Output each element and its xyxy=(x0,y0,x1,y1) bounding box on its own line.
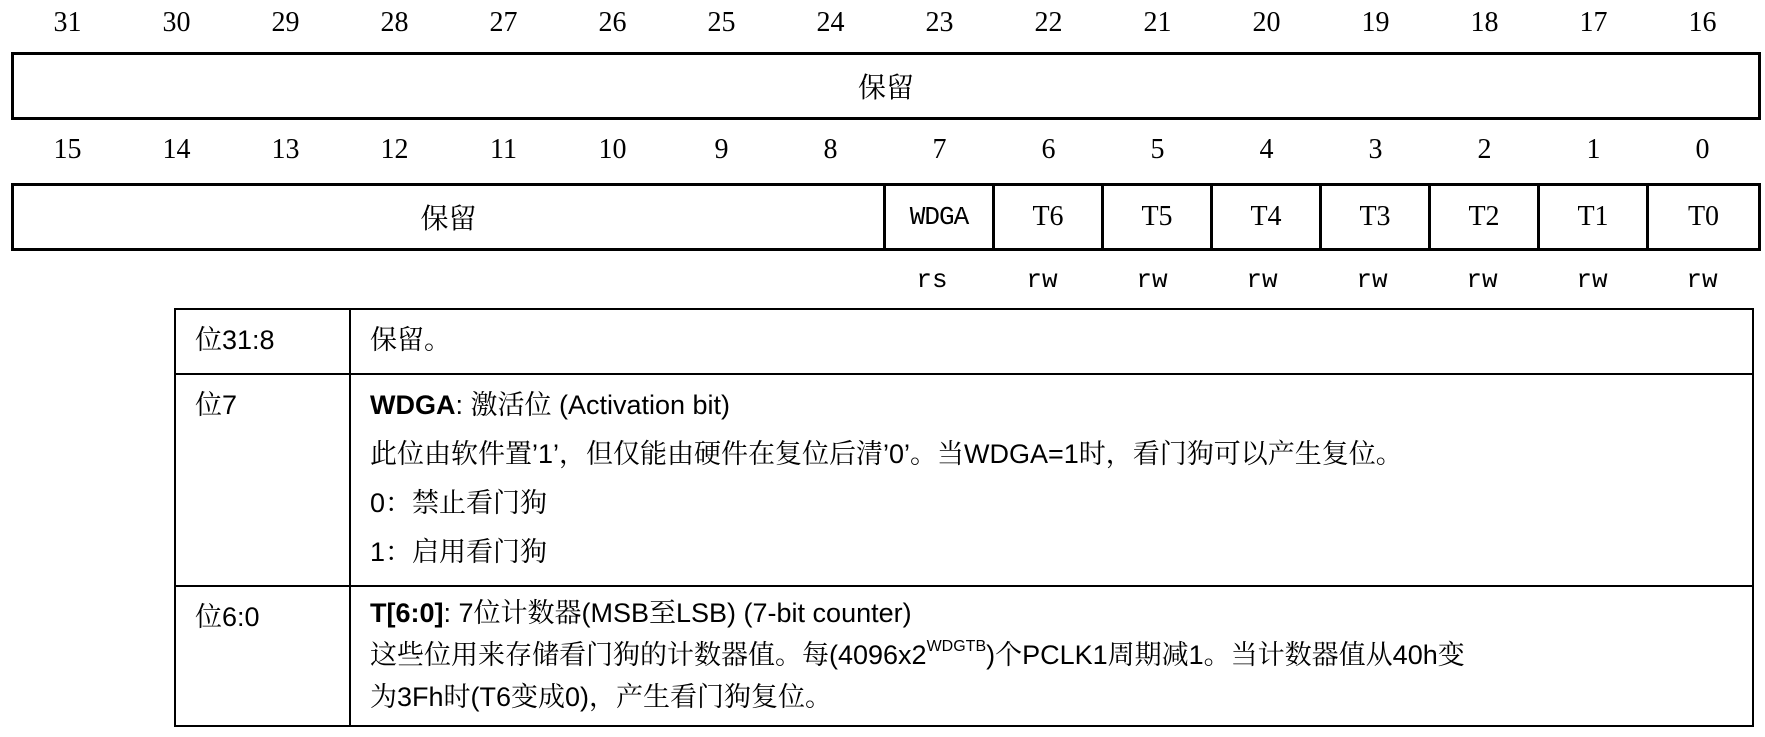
bit-number: 23 xyxy=(925,7,954,38)
bit-number: 15 xyxy=(53,134,82,165)
bit-number: 25 xyxy=(707,7,736,38)
bit-description xyxy=(350,374,1753,586)
bit-number: 27 xyxy=(489,7,518,38)
access-type: rw xyxy=(1026,265,1058,295)
access-type: rw xyxy=(1356,265,1388,295)
reserved-field-high: 保留 xyxy=(857,73,914,104)
bit-number: 31 xyxy=(53,7,82,38)
field-t0: T0 xyxy=(1687,201,1720,232)
bit-number: 30 xyxy=(162,7,191,38)
bit-number: 14 xyxy=(162,134,191,165)
bit-number: 19 xyxy=(1361,7,1390,38)
bit-number: 13 xyxy=(271,134,300,165)
bit-range: 位6:0 xyxy=(175,586,350,726)
table-row xyxy=(175,586,1753,726)
bit-number: 2 xyxy=(1477,134,1492,165)
register-high-row xyxy=(11,52,1761,120)
access-type: rw xyxy=(1686,265,1718,295)
bit-number: 0 xyxy=(1695,134,1710,165)
access-type: rw xyxy=(1246,265,1278,295)
description-line xyxy=(370,633,1738,677)
table-row xyxy=(175,309,1753,374)
field-t4: T4 xyxy=(1213,186,1322,248)
description-text: 这些位用来存储看门狗的计数器值。每(4096x2 xyxy=(370,640,927,670)
access-type: rs xyxy=(916,265,948,295)
bit-numbers-low xyxy=(13,135,1757,165)
reserved-field-low: 保留 xyxy=(14,186,886,248)
field-name: T[6:0] xyxy=(370,598,444,628)
bit-number: 28 xyxy=(380,7,409,38)
access-types xyxy=(877,265,1757,295)
bit-number: 21 xyxy=(1143,7,1172,38)
field-t1: T1 xyxy=(1540,186,1649,248)
bit-number: 16 xyxy=(1688,7,1717,38)
description-line: 此位由软件置’1’，但仅能由硬件在复位后清’0’。当WDGA=1时，看门狗可以产生复位。 xyxy=(370,439,1403,469)
bit-number: 20 xyxy=(1252,7,1281,38)
superscript-wdgtb: WDGTB xyxy=(926,638,987,655)
field-t2: T2 xyxy=(1431,186,1540,248)
bit-number: 6 xyxy=(1041,134,1056,165)
bit-range: 位31:8 xyxy=(175,309,350,374)
access-type: rw xyxy=(1466,265,1498,295)
table-row xyxy=(175,374,1753,586)
field-t6: T6 xyxy=(995,186,1104,248)
bit-number: 18 xyxy=(1470,7,1499,38)
bit-numbers-high xyxy=(13,8,1757,38)
field-wdga: WDGA xyxy=(886,186,995,248)
bit-description xyxy=(350,586,1753,726)
bit-number: 10 xyxy=(598,134,627,165)
field-title-rest: : 7位计数器(MSB至LSB) (7-bit counter) xyxy=(443,598,912,628)
field-title-rest: : 激活位 (Activation bit) xyxy=(455,390,731,420)
bit-number: 22 xyxy=(1034,7,1063,38)
bit-number: 11 xyxy=(490,134,517,165)
access-type: rw xyxy=(1576,265,1608,295)
bit-number: 24 xyxy=(816,7,845,38)
bit-number: 9 xyxy=(714,134,729,165)
field-t3: T3 xyxy=(1322,186,1431,248)
field-name: WDGA xyxy=(370,390,456,420)
field-title xyxy=(370,381,1738,430)
bit-number: 4 xyxy=(1259,134,1274,165)
bit-number: 7 xyxy=(932,134,947,165)
description-text: )个PCLK1周期减1。当计数器值从40h变 xyxy=(986,640,1465,670)
bit-description: 保留。 xyxy=(350,309,1753,374)
description-line: 0：禁止看门狗 xyxy=(370,488,548,518)
description-line: 为3Fh时(T6变成0)，产生看门狗复位。 xyxy=(370,682,833,712)
bit-number: 1 xyxy=(1586,134,1601,165)
bit-number: 12 xyxy=(380,134,409,165)
field-title xyxy=(370,593,1738,633)
bit-description-table xyxy=(174,308,1754,727)
bit-number: 26 xyxy=(598,7,627,38)
bit-number: 8 xyxy=(823,134,838,165)
field-t5: T5 xyxy=(1104,186,1213,248)
bit-range: 位7 xyxy=(175,374,350,586)
bit-number: 3 xyxy=(1368,134,1383,165)
bit-number: 17 xyxy=(1579,7,1608,38)
bit-number: 29 xyxy=(271,7,300,38)
description-line: 1：启用看门狗 xyxy=(370,537,548,567)
access-type: rw xyxy=(1136,265,1168,295)
register-low-row xyxy=(11,183,1761,251)
bit-number: 5 xyxy=(1150,134,1165,165)
